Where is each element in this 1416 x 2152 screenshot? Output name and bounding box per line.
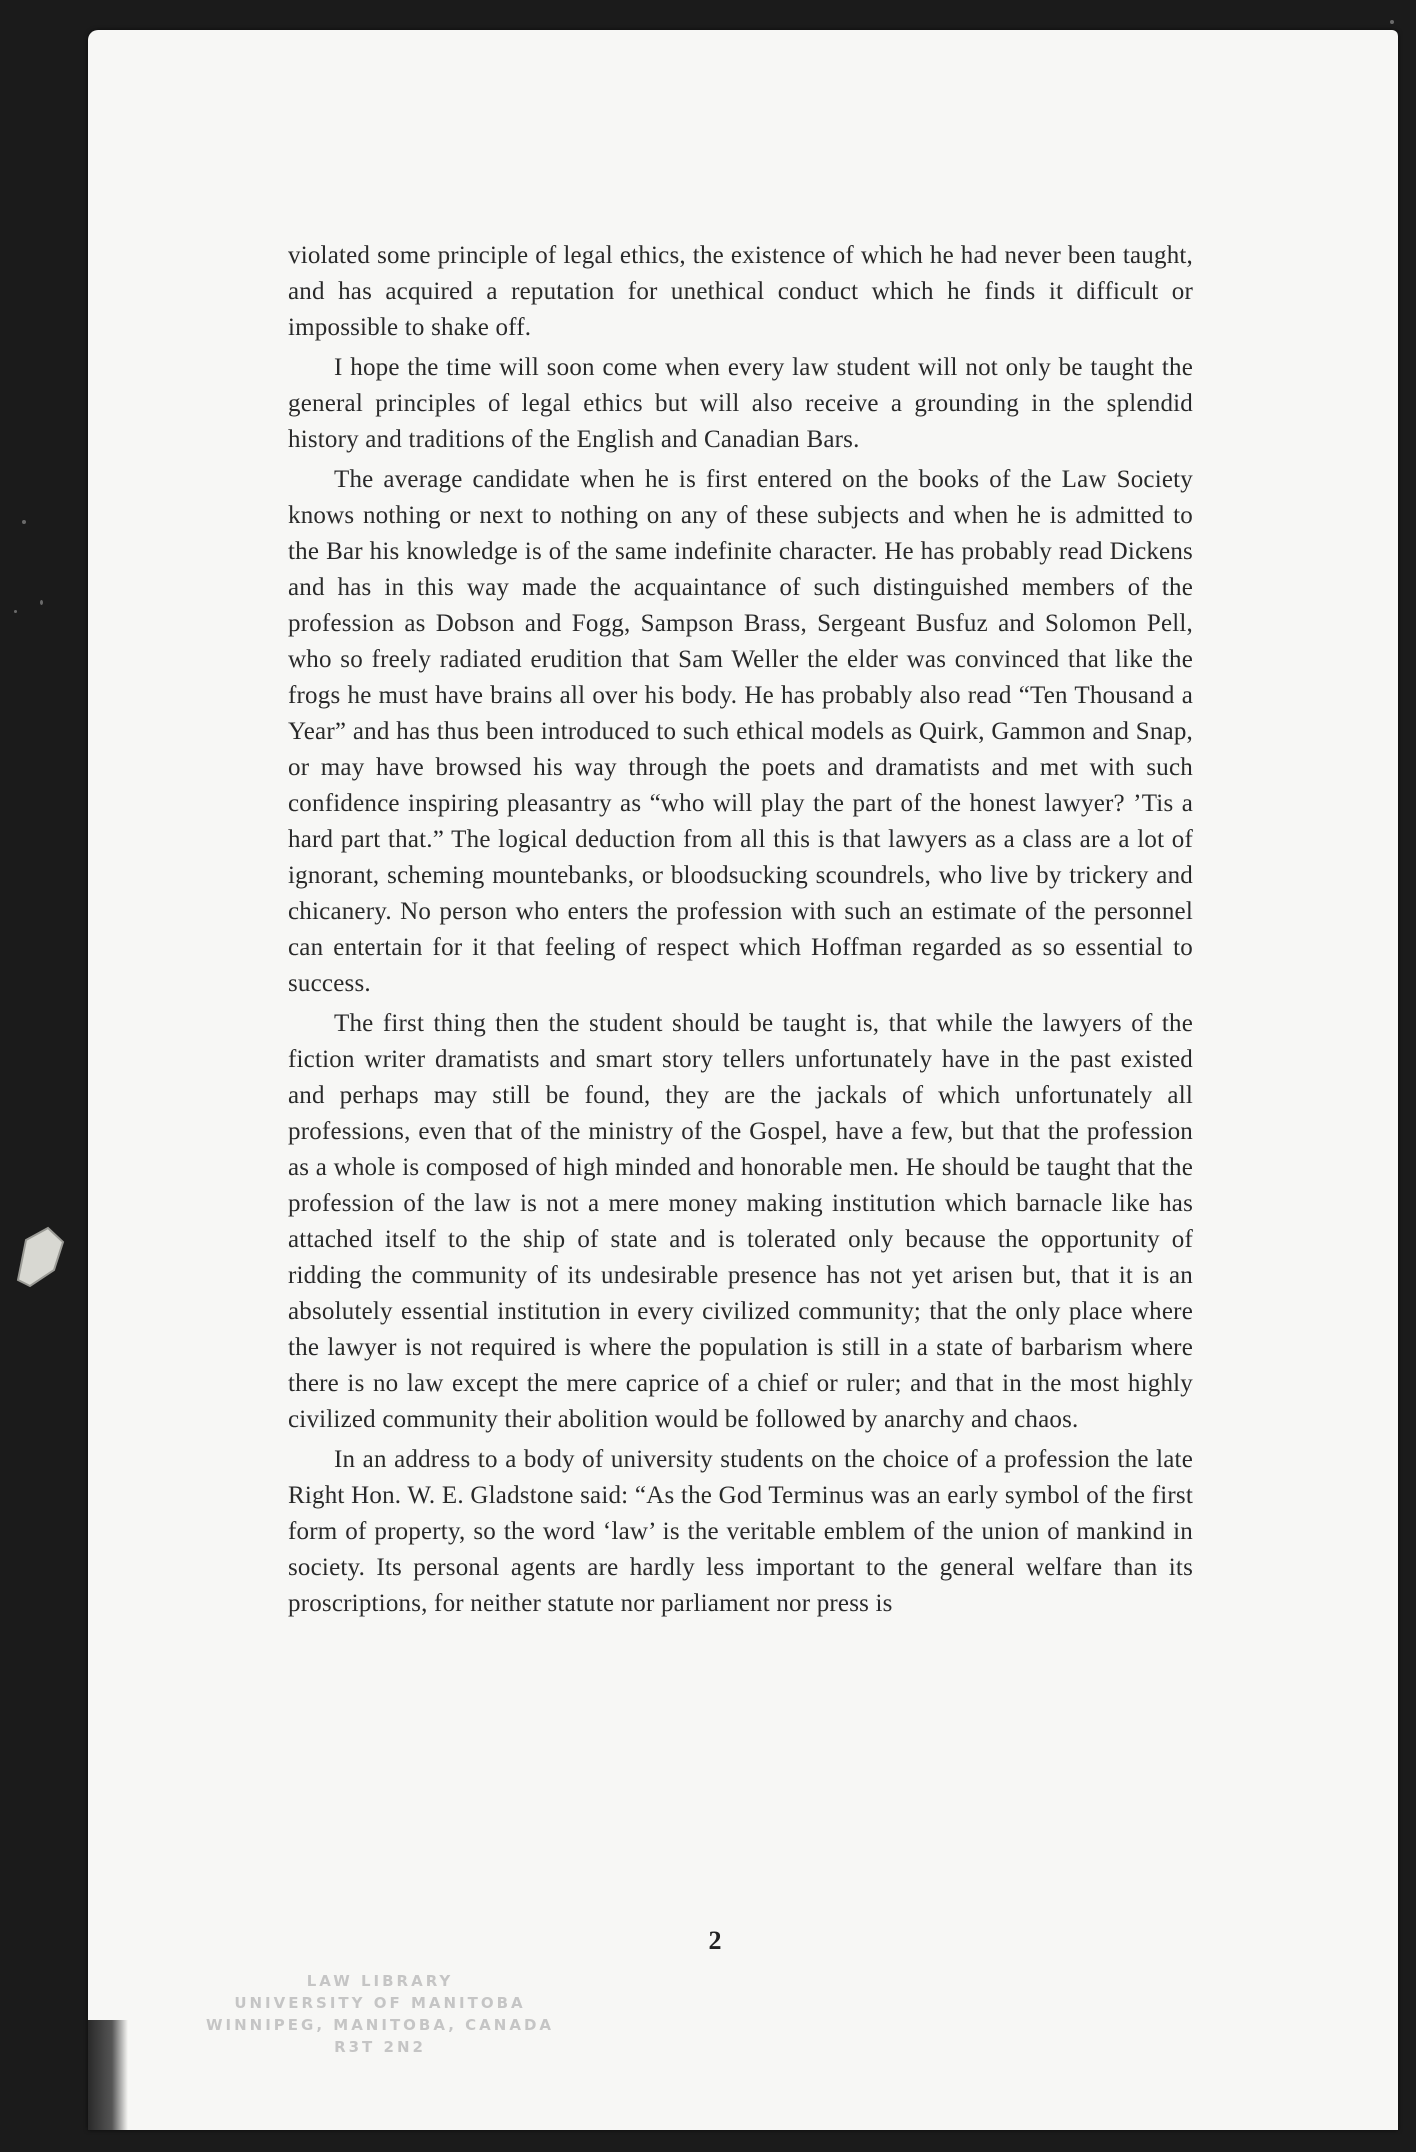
paper-tab-mark	[8, 1220, 68, 1290]
body-text	[288, 238, 1193, 1626]
paragraph: The average candidate when he is first entered on the books of the Law Society knows nothing or next to nothing on any of these subjects and when he is admitted to the Bar his knowledge is of the same indefinite character. He has probably read Dickens and has in this way made the acquaintance of such distinguished members of the profession as Dobson and Fogg, Sampson Brass, Sergeant Busfuz and Solomon Pell, who so freely radiated erudition that Sam Weller the elder was convinced that like the frogs he must have brains all over his body. He has probably also read “Ten Thousand a Year” and has thus been introduced to such ethical models as Quirk, Gammon and Snap, or may have browsed his way through the poets and dramatists and met with such confidence inspiring pleasantry as “who will play the part of the honest lawyer? ’Tis a hard part that.” The logical deduction from all this is that lawyers as a class are a lot of ignorant, scheming mountebanks, or bloodsucking scoundrels, who live by trickery and chicanery. No person who enters the profession with such an estimate of the personnel can entertain for it that feeling of respect which Hoffman regarded as so essential to success.	[288, 466, 1193, 997]
stamp-line: UNIVERSITY OF MANITOBA	[234, 1994, 526, 2012]
stamp-line: R3T 2N2	[334, 2038, 426, 2056]
paragraph: I hope the time will soon come when every law student will not only be taught the general principles of legal ethics but will also receive a grounding in the splendid history and traditions of the English and Canadian Bars.	[288, 354, 1193, 453]
dust-speck	[40, 600, 43, 605]
paragraph: The first thing then the student should be taught is, that while the lawyers of the fiction writer dramatists and smart story tellers unfortunately have in the past existed and perhaps may still be found, they are the jackals of which unfortunately all professions, even that of the ministry of the Gospel, have a few, but that the profession as a whole is composed of high minded and honorable men. He should be taught that the profession of the law is not a mere money making institution which barnacle like has attached itself to the ship of state and is tolerated only because the opportunity of ridding the community of its undesirable presence has not yet arisen but, that it is an absolutely essential institution in every civilized community; that the only place where the lawyer is not required is where the population is still in a state of barbarism where there is no law except the mere caprice of a chief or ruler; and that in the most highly civilized community their abolition would be followed by anarchy and chaos.	[288, 1010, 1193, 1433]
page-number: 2	[708, 1926, 722, 1955]
paragraph: In an address to a body of university students on the choice of a profession the late Right Hon. W. E. Gladstone said: “As the God Terminus was an early symbol of the first form of property, so the word ‘law’ is the veritable emblem of the union of mankind in society. Its personal agents are hardly less important to the general welfare than its proscriptions, for neither statute nor parliament nor press is	[288, 1446, 1193, 1617]
dust-speck	[22, 520, 26, 524]
paragraph: violated some principle of legal ethics, the existence of which he had never been taught, and has acquired a reputation for unethical conduct which he finds it difficult or impossible to shake off.	[288, 242, 1193, 341]
dust-speck	[1390, 20, 1394, 24]
dust-speck	[14, 610, 17, 613]
library-stamp	[190, 1970, 570, 2058]
stamp-line: WINNIPEG, MANITOBA, CANADA	[205, 2016, 555, 2034]
stamp-line: LAW LIBRARY	[306, 1972, 454, 1990]
page-corner-shadow	[88, 2020, 128, 2130]
